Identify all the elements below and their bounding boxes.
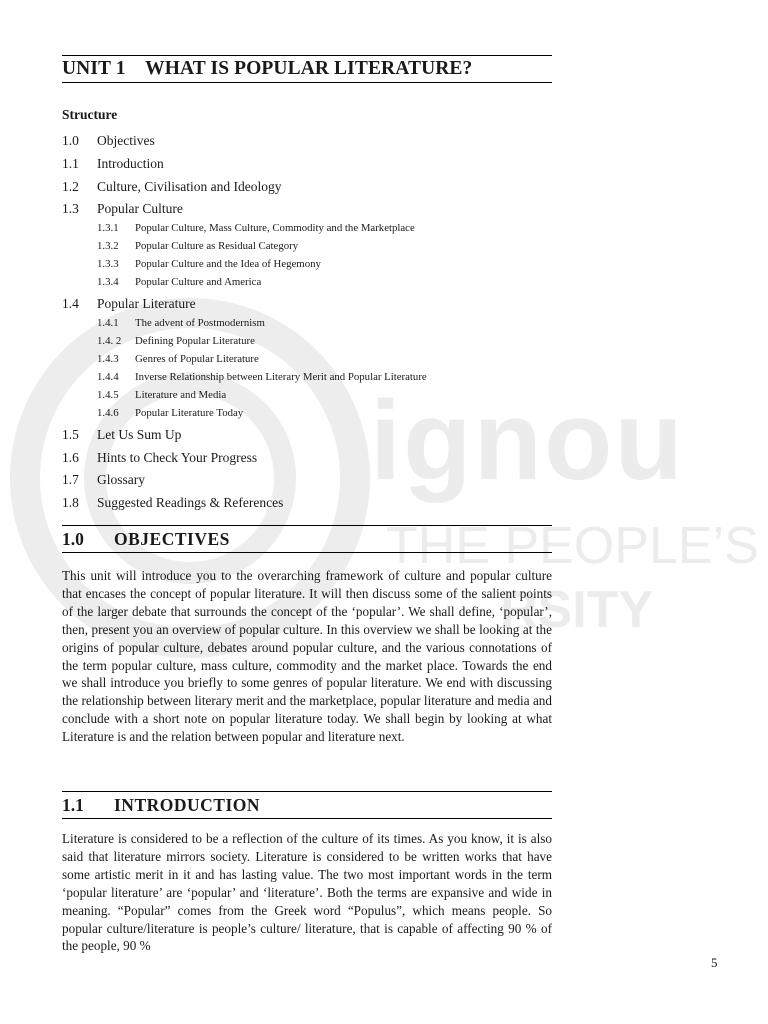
section-heading-objectives bbox=[62, 525, 552, 553]
watermark-tagline-1: THE PEOPLE’S bbox=[386, 517, 759, 575]
watermark-brand: ignou bbox=[370, 378, 685, 503]
section-heading-introduction bbox=[62, 791, 552, 819]
section-title: OBJECTIVES bbox=[114, 529, 230, 549]
objectives-paragraph: This unit will introduce you to the overarching framework of culture and popular culture that encases the concept of popular literature. It will then discuss some of the salient points of the larger debate that surrounds the concept of the ‘popular’. We shall define, ‘popular’, then, present you an overview of popular culture. In this overview we shall be looking at the origins of popular culture, debates around popular culture, and the various connotations of the term popular culture, mass culture, commodity and the market place. Towards the end we shall introduce you briefly to some genres of popular literature. We end with discussing the relationship between literary merit and the marketplace, popular literature and media and conclude with a short note on popular literature today. We shall begin by looking at what Literature is and the relation between popular and literature next. bbox=[62, 568, 552, 745]
unit-heading bbox=[62, 55, 552, 83]
section-number: 1.0 bbox=[62, 529, 84, 549]
watermark-tagline-2: RSITY bbox=[500, 581, 654, 639]
structure-label: Structure bbox=[62, 107, 118, 122]
introduction-paragraph: Literature is considered to be a reflection of the culture of its times. As you know, it is also said that literature mirrors society. Literature is considered to be written works that have some artistic merit in it and has lasting value. The two most important words in the term ‘popular literature’ are ‘popular’ and ‘literature’. Both the terms are expansive and wide in meaning. “Popular” comes from the Greek word “Populus”, which means people. So popular culture/literature is people’s culture/ literature, that is capable of affecting 90 % of the people, 90 % bbox=[62, 831, 552, 954]
unit-title: UNIT 1 WHAT IS POPULAR LITERATURE? bbox=[62, 58, 473, 79]
section-title: INTRODUCTION bbox=[114, 795, 261, 815]
page-number: 5 bbox=[711, 955, 718, 970]
section-number: 1.1 bbox=[62, 795, 84, 815]
document-page: ignou THE PEOPLE’S RSITY UNIT 1 WHAT IS POPULAR LITERATURE? Structure 1.0 Objectives 1.1 Introduction 1.2 Culture, Civilisation and Ideology 1.3 Popular Culture 1.3.1 Popular Culture, Mass Culture, Commodity and the Marketplace 1.3.2 Popular Culture as Residual Category 1.3.3 Popular Culture and the Idea of Hegemony 1.3.4 Popular Culture and America 1.4 Popular Literature 1.4.1 The advent of Postmodernism 1.4. 2 Defining Popular Literature 1.4.3 Genres of Popular Literature 1.4.4 Inverse Relationship between Literary Merit and Popular Literature 1.4.5 Literature and Media 1.4.6 Popular Literature Today 1.5 Let Us Sum Up 1.6 Hints to Check Your Progress 1.7 Glossary 1.8 Suggested Readings & References 1.0 OBJECTIVES This unit will introduce you to the overarching framework of culture and popular culture that encases the concept of popular literature. It will then discuss some of the salient points of the larger debate that surrounds the concept of the ‘popular’. We shall define, ‘popular’, then, present you an overview of popular culture. In this overview we shall be looking at the origins of popular culture, debates around popular culture, and the various connotations of the term popular culture, mass culture, commodity and the market place. Towards the end we shall introduce you briefly to some genres of popular literature. We end with discussing the relationship between literary merit and the marketplace, popular literature and media and conclude with a short note on popular literature today. We shall begin by looking at what Literature is and the relation between popular and literature next. 1.1 INTRODUCTION Literature is considered to be a reflection of the culture of its times. As you know, it is also said that literature mirrors society. Literature is considered to be written works that have some artistic merit in it and has lasting value. The two most important words in the term ‘popular literature’ are ‘popular’ and ‘literature’. Both the terms are expansive and wide in meaning. “Popular” comes from the Greek word “Populus”, which means people. So popular culture/literature is people’s culture/ literature, that is capable of affecting 90 % of the people, 90 % 5 bbox=[0, 0, 768, 1024]
